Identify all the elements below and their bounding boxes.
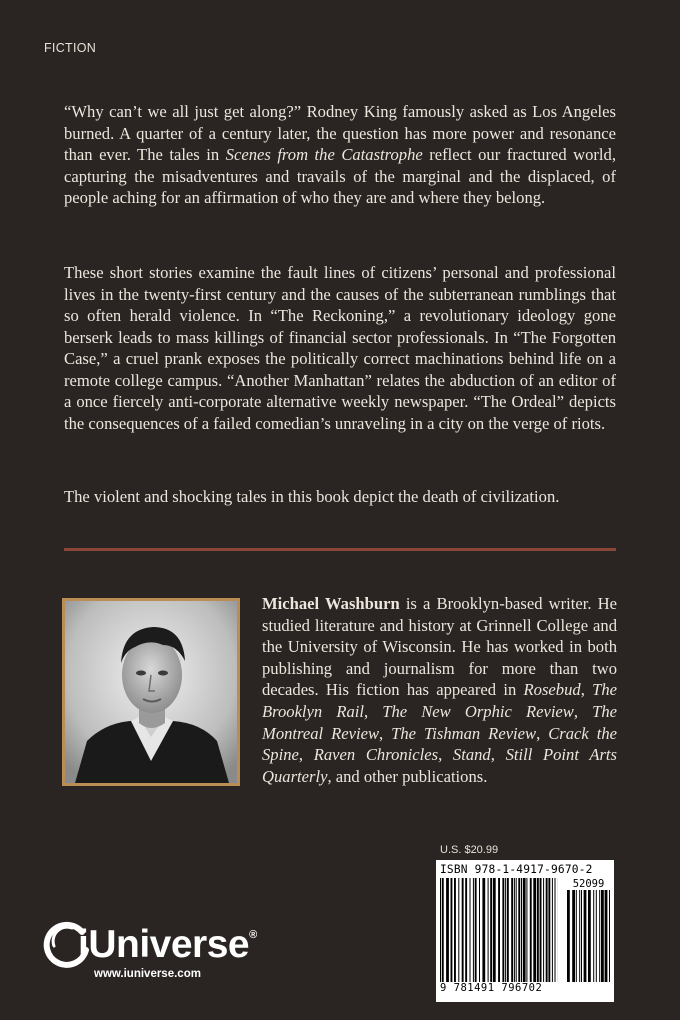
bio-separator: , (536, 723, 549, 743)
barcode-bar (599, 890, 600, 982)
barcode-digits: 9 781491 796702 (440, 982, 543, 994)
publisher-url: www.iuniverse.com (94, 968, 201, 980)
barcode-bar (588, 890, 591, 982)
barcode-bar (451, 878, 453, 982)
publisher-wordmark (78, 923, 257, 967)
section-divider (64, 548, 616, 551)
barcode-bar (498, 878, 500, 982)
bio-separator: , (438, 745, 453, 765)
blurb-paragraph-3: The violent and shocking tales in this book depict the death of civilization. (64, 487, 560, 506)
barcode-bar (458, 878, 459, 982)
barcode-bar (523, 878, 526, 982)
isbn-number: ISBN 978-1-4917-9670-2 (440, 863, 593, 876)
barcode-bar (521, 878, 522, 982)
barcode-bar (543, 878, 544, 982)
publication-1: Rosebud (523, 680, 581, 700)
blurb-p1-text-b: reflect our fractured world, capturing the misadventures and travails of the marginal and the displaced, of people aching for an affirmation of who they are and where they belong. (64, 145, 616, 207)
bio-separator: , (490, 745, 506, 765)
bio-text-a: is a Brooklyn-based writer. He studied literature and history at Grinnell College and the University of Wisconsin. He has worked in both publishing and journalism for more than two decades. His fiction has appeared in (262, 594, 617, 700)
barcode-bar (446, 878, 449, 982)
bio-separator: , (363, 701, 383, 721)
barcode-bar (462, 878, 464, 982)
publication-5: The Tishman Review (391, 723, 537, 743)
book-title-italic: Scenes from the Catastrophe (225, 145, 423, 164)
barcode-bar (475, 878, 477, 982)
barcode-bar (609, 890, 610, 982)
publication-3: The New Orphic Review (382, 701, 574, 721)
bio-separator: , (298, 745, 314, 765)
publication-9: Still Point Arts Quarterly (262, 745, 618, 786)
barcode-bar (548, 878, 550, 982)
author-bio (262, 593, 617, 787)
barcode-bar (546, 878, 548, 982)
publication-2: The Brooklyn Rail (262, 680, 617, 721)
isbn-barcode (436, 860, 614, 1002)
registered-mark: ® (249, 929, 257, 941)
barcode-bar (579, 890, 580, 982)
genre-label: FICTION (44, 41, 97, 55)
barcode-bar (526, 878, 527, 982)
barcode-bar (530, 878, 532, 982)
barcode-bar (488, 878, 489, 982)
barcode-bar (470, 878, 471, 982)
barcode-bar (572, 890, 575, 982)
price-label: U.S. $20.99 (440, 844, 499, 856)
barcode-bar (555, 878, 556, 982)
barcode-addon-number: 52099 (572, 878, 605, 890)
barcode-bar (601, 890, 604, 982)
bio-text-b: , and other publications. (327, 766, 488, 786)
barcode-bar (576, 890, 577, 982)
barcode-bar (533, 878, 536, 982)
barcode-bar (502, 878, 504, 982)
barcode-bar (584, 890, 587, 982)
barcode-bar (490, 878, 492, 982)
publication-8: Stand (452, 745, 491, 765)
author-portrait-image (65, 601, 237, 783)
barcode-bar (505, 878, 506, 982)
publication-7: Raven Chronicles (313, 745, 439, 765)
publication-6: Crack the Spine (262, 723, 618, 765)
publisher-logo (42, 918, 272, 988)
barcode-bars (440, 878, 558, 982)
barcode-bar (596, 890, 597, 982)
bio-separator: , (573, 701, 593, 721)
publication-4: The Montreal Review (262, 701, 618, 743)
barcode-bar (507, 878, 509, 982)
barcode-bar (537, 878, 539, 982)
barcode-bar (479, 878, 480, 982)
barcode-bar (518, 878, 520, 982)
barcode-bar (442, 878, 444, 982)
barcode-bar (482, 878, 485, 982)
bio-separator: , (379, 723, 392, 743)
barcode-bar (440, 878, 441, 982)
author-name: Michael Washburn (262, 594, 400, 613)
barcode-addon-bars (567, 890, 610, 982)
blurb-paragraph-1 (64, 101, 616, 209)
barcode-bar (593, 890, 594, 982)
barcode-bar (514, 878, 515, 982)
barcode-bar (540, 878, 542, 982)
publisher-name: iUniverse (78, 923, 250, 966)
blurb-p1-text-a: “Why can’t we all just get along?” Rodney King famously asked as Los Angeles burned. A quarter of a century later, the question has more power and resonance than ever. The tales in (64, 102, 616, 164)
blurb-paragraph-2: These short stories examine the fault lines of citizens’ personal and professional lives in the twenty-first century and the causes of the subterranean rumblings that so often herald violence. In “The Reckoning,” a revolutionary ideology gone berserk leads to mass killings of financial sector professionals. In “The Forgotten Case,” a cruel prank exposes the politically correct machinations behind life on a remote college campus. “Another Manhattan” relates the abduction of an editor of a once fiercely anti-corporate alternative weekly newspaper. “The Ordeal” depicts the consequences of a failed comedian’s unraveling in a city on the verge of riots. (64, 263, 616, 433)
barcode-bar (511, 878, 513, 982)
barcode-bar (454, 878, 456, 982)
barcode-bar (493, 878, 496, 982)
barcode-bar (552, 878, 553, 982)
barcode-bar (605, 890, 608, 982)
barcode-bar (465, 878, 467, 982)
author-photo (62, 598, 240, 786)
barcode-bar (473, 878, 474, 982)
bio-separator: , (580, 680, 593, 700)
barcode-bar (567, 890, 570, 982)
barcode-bar (516, 878, 517, 982)
barcode-bar (581, 890, 582, 982)
